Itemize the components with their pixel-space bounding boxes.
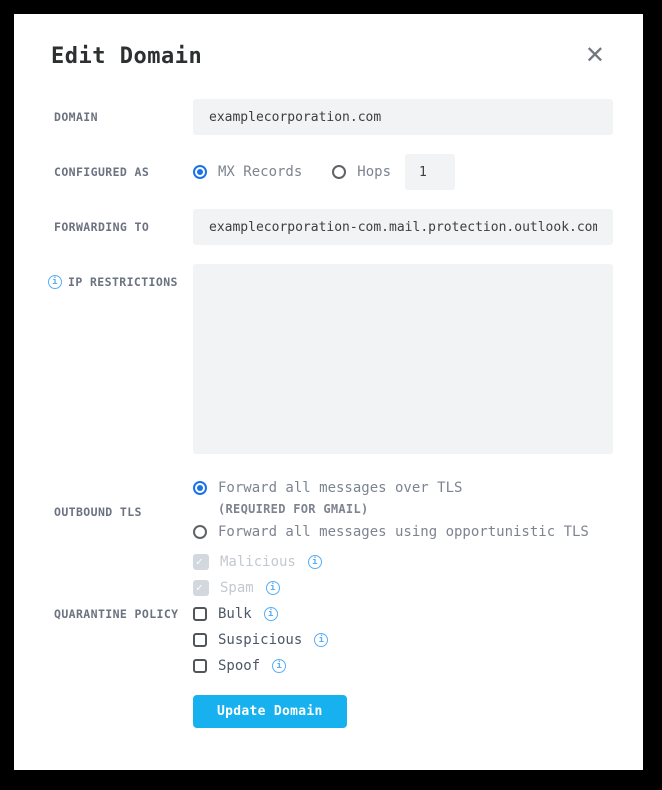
spoof-label: Spoof xyxy=(218,658,261,674)
tls-forward-radio[interactable] xyxy=(193,480,613,496)
info-icon[interactable]: i xyxy=(266,581,280,595)
configured-as-field xyxy=(193,154,613,190)
update-domain-button[interactable]: Update Domain xyxy=(193,695,347,728)
button-row xyxy=(40,695,613,728)
radio-unselected-icon xyxy=(332,165,346,179)
tls-opportunistic-label: Forward all messages using opportunistic TLS xyxy=(218,524,589,540)
forwarding-to-field xyxy=(193,209,613,245)
mx-records-radio[interactable] xyxy=(193,164,302,180)
bulk-label: Bulk xyxy=(218,606,252,622)
configured-as-label: CONFIGURED AS xyxy=(54,165,150,179)
checkbox-unchecked-icon xyxy=(193,607,207,621)
ip-restrictions-textarea[interactable] xyxy=(193,264,613,454)
tls-opportunistic-radio[interactable] xyxy=(193,524,613,540)
checkbox-checked-icon xyxy=(193,580,209,596)
forwarding-to-label: FORWARDING TO xyxy=(54,220,150,234)
tls-gmail-note: (REQUIRED FOR GMAIL) xyxy=(218,502,369,516)
button-container xyxy=(193,695,613,728)
spam-checkbox xyxy=(193,580,613,596)
hops-input[interactable] xyxy=(405,154,455,190)
ip-restrictions-label-group xyxy=(40,264,193,289)
info-icon[interactable]: i xyxy=(272,659,286,673)
tls-forward-label: Forward all messages over TLS xyxy=(218,480,463,496)
domain-row xyxy=(40,99,613,135)
ip-restrictions-label: IP RESTRICTIONS xyxy=(68,275,178,289)
spoof-checkbox[interactable] xyxy=(193,658,613,674)
checkbox-unchecked-icon xyxy=(193,659,207,673)
domain-field xyxy=(193,99,613,135)
close-icon[interactable]: ✕ xyxy=(584,41,605,69)
checkbox-checked-icon xyxy=(193,554,209,570)
ip-restrictions-row xyxy=(40,264,613,458)
outbound-tls-label: OUTBOUND TLS xyxy=(54,505,142,519)
forwarding-to-row xyxy=(40,209,613,245)
quarantine-policy-row xyxy=(40,554,613,674)
info-icon[interactable]: i xyxy=(48,275,62,289)
mx-records-label: MX Records xyxy=(218,164,303,180)
modal-header xyxy=(40,41,613,69)
hops-radio[interactable] xyxy=(332,164,391,180)
spam-label: Spam xyxy=(220,580,254,596)
info-icon[interactable]: i xyxy=(314,633,328,647)
bulk-checkbox[interactable] xyxy=(193,606,613,622)
malicious-label: Malicious xyxy=(220,554,296,570)
quarantine-options xyxy=(193,554,613,674)
checkbox-unchecked-icon xyxy=(193,633,207,647)
malicious-checkbox xyxy=(193,554,613,570)
domain-label: DOMAIN xyxy=(54,110,98,124)
outbound-tls-row xyxy=(40,480,613,544)
forwarding-to-input[interactable] xyxy=(193,209,613,245)
suspicious-checkbox[interactable] xyxy=(193,632,613,648)
outbound-tls-options xyxy=(193,480,613,544)
ip-restrictions-field xyxy=(193,264,613,458)
domain-input[interactable] xyxy=(193,99,613,135)
suspicious-label: Suspicious xyxy=(218,632,303,648)
info-icon[interactable]: i xyxy=(264,607,278,621)
radio-selected-icon xyxy=(193,481,207,495)
configured-as-row xyxy=(40,154,613,190)
quarantine-policy-label: QUARANTINE POLICY xyxy=(54,607,179,621)
info-icon[interactable]: i xyxy=(308,555,322,569)
hops-label: Hops xyxy=(357,164,392,180)
edit-domain-modal xyxy=(14,14,643,770)
radio-selected-icon xyxy=(193,165,207,179)
page-title: Edit Domain xyxy=(51,44,203,69)
radio-unselected-icon xyxy=(193,525,207,539)
